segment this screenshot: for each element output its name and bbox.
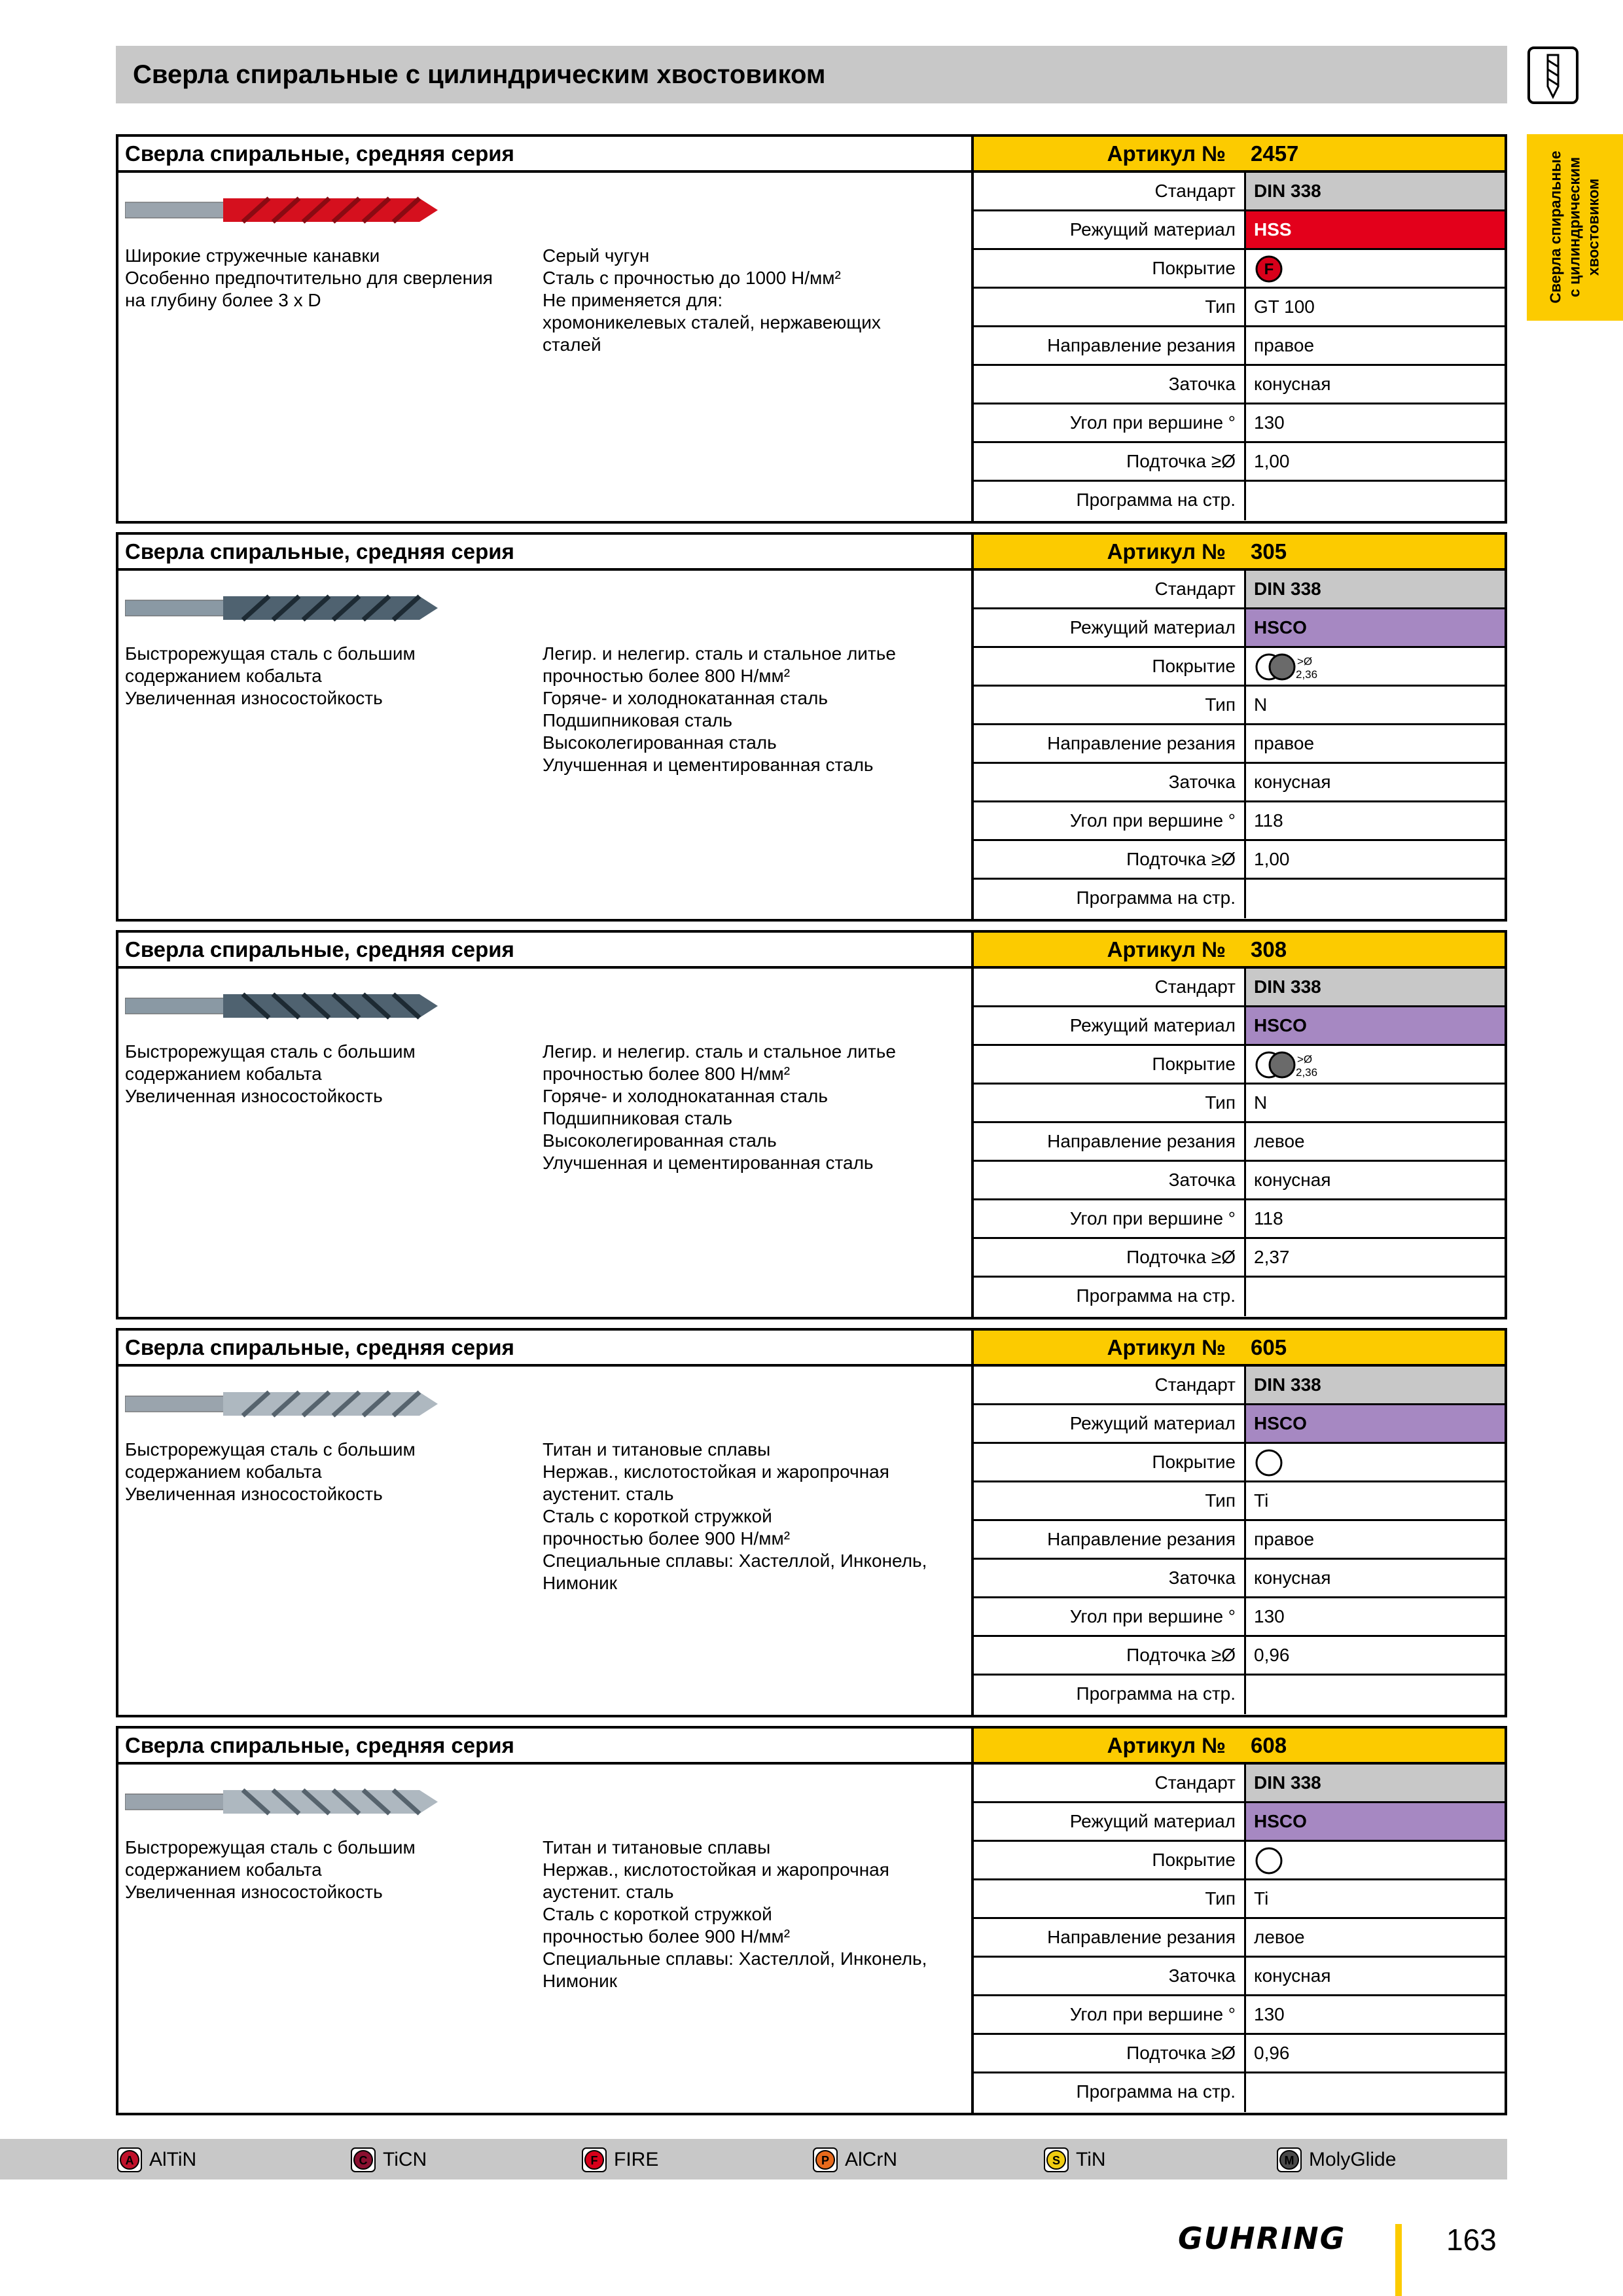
block-title-cell: [118, 1331, 971, 1367]
steel-drill-left-image: [125, 989, 439, 1023]
spec-label: Покрытие: [1152, 1850, 1236, 1870]
spec-value: 2,37: [1254, 1247, 1290, 1267]
coating-letter: F: [1264, 260, 1274, 278]
bright-drill-image: [125, 1387, 439, 1421]
spec-value: N: [1254, 694, 1268, 715]
block-title: Сверла спиральные, средняя серия: [125, 141, 514, 166]
spec-row: [974, 482, 1505, 520]
article-label: Артикул №: [1107, 141, 1226, 166]
description-left: Широкие стружечные канавки Особенно предпочтительно для сверления на глубину более 3 x D: [125, 245, 493, 310]
molyglide-coating-icon: [1276, 2147, 1302, 2173]
spec-label: Программа на стр.: [1076, 888, 1236, 908]
spec-label: Стандарт: [1154, 579, 1236, 599]
coating-note-top: >Ø: [1297, 655, 1313, 668]
spec-label: Заточка: [1168, 374, 1236, 394]
coating-note-bottom: 2,36: [1296, 1066, 1318, 1079]
spec-value: 0,96: [1254, 1645, 1290, 1665]
spec-label: Угол при вершине °: [1069, 412, 1236, 433]
spec-row: [974, 1162, 1505, 1200]
spec-label: Направление резания: [1047, 1131, 1236, 1151]
article-number[interactable]: 605: [1251, 1335, 1287, 1359]
article-label: Артикул №: [1107, 539, 1226, 564]
block-title: Сверла спиральные, средняя серия: [125, 937, 514, 961]
spec-row: [974, 404, 1505, 443]
block-title-cell: [118, 1729, 971, 1765]
product-block: [116, 930, 1507, 1319]
spec-value: конусная: [1254, 772, 1331, 792]
spec-label: Программа на стр.: [1076, 1683, 1236, 1704]
spec-row: [974, 687, 1505, 725]
spec-label: Тип: [1205, 1888, 1236, 1909]
spec-value: конусная: [1254, 1568, 1331, 1588]
spec-row: [974, 1842, 1505, 1880]
product-block: [116, 1726, 1507, 2115]
spec-row: [974, 173, 1505, 211]
spec-row: [974, 648, 1505, 687]
spec-value: конусная: [1254, 374, 1331, 394]
bright-steam-coating-icon: [1254, 1050, 1326, 1080]
spec-label: Программа на стр.: [1076, 2081, 1236, 2102]
spec-value: 1,00: [1254, 849, 1290, 869]
spec-label: Программа на стр.: [1076, 1285, 1236, 1306]
spec-value: левое: [1254, 1927, 1305, 1947]
spec-value: 118: [1254, 1208, 1283, 1229]
spec-label: Заточка: [1168, 1170, 1236, 1190]
description-right: Титан и титановые сплавы Нержав., кислотостойкая и жаропрочная аустенит. сталь Сталь с короткой стружкой прочностью более 900 Н/мм² Специальные сплавы: Хастеллой, Инконель, Нимоник: [543, 1439, 927, 1593]
spec-value: 130: [1254, 2004, 1285, 2024]
spec-value: GT 100: [1254, 296, 1315, 317]
legend-letter: A: [125, 2154, 134, 2167]
page-number: 163: [1446, 2223, 1497, 2257]
legend-item: [1043, 2147, 1253, 2173]
spec-value: [1246, 250, 1505, 287]
tin-coating-icon: [1043, 2147, 1069, 2173]
brand-accent-bar: [1395, 2224, 1402, 2296]
spec-label: Подточка ≥Ø: [1126, 849, 1236, 869]
brand-logo: GUHRING: [1178, 2221, 1346, 2256]
spec-value: 0,96: [1254, 2043, 1290, 2063]
coating-note-top: >Ø: [1297, 1053, 1313, 1066]
spec-value: [1246, 1444, 1505, 1480]
spec-label: Угол при вершине °: [1069, 1606, 1236, 1626]
spec-row: [974, 1367, 1505, 1405]
spec-label: Программа на стр.: [1076, 490, 1236, 510]
ticn-coating-icon: [350, 2147, 376, 2173]
spec-label: Режущий материал: [1069, 1811, 1236, 1831]
spec-label: Режущий материал: [1069, 617, 1236, 637]
coating-note-bottom: 2,36: [1296, 668, 1318, 681]
page-header: [116, 46, 1507, 103]
spec-value: HSS: [1246, 211, 1505, 248]
legend-item: [350, 2147, 560, 2173]
spec-row: [974, 1598, 1505, 1637]
spec-value: правое: [1254, 335, 1315, 355]
legend-item: [581, 2147, 791, 2173]
spec-label: Подточка ≥Ø: [1126, 2043, 1236, 2063]
legend-item: [812, 2147, 1022, 2173]
spec-label: Направление резания: [1047, 1529, 1236, 1549]
spec-label: Покрытие: [1152, 1452, 1236, 1472]
spec-label: Стандарт: [1154, 181, 1236, 201]
description-right: Титан и титановые сплавы Нержав., кислотостойкая и жаропрочная аустенит. сталь Сталь с короткой стружкой прочностью более 900 Н/мм² Специальные сплавы: Хастеллой, Инконель, Нимоник: [543, 1837, 927, 1991]
side-tab-label: Сверла спиральные с цилиндрическим хвостовиком: [1546, 151, 1602, 304]
spec-value[interactable]: [1246, 1278, 1505, 1314]
spec-label: Направление резания: [1047, 335, 1236, 355]
article-label: Артикул №: [1107, 1335, 1226, 1359]
spec-row: [974, 1007, 1505, 1046]
drill-bit-icon: [1527, 46, 1579, 105]
spec-row: [974, 1676, 1505, 1714]
spec-value: HSCO: [1246, 609, 1505, 646]
spec-label: Подточка ≥Ø: [1126, 1247, 1236, 1267]
spec-label: Заточка: [1168, 1568, 1236, 1588]
spec-value: Ti: [1254, 1888, 1269, 1909]
description-left: Быстрорежущая сталь с большим содержанием кобальта Увеличенная износостойкость: [125, 1837, 416, 1902]
description-right: Легир. и нелегир. сталь и стальное литье прочностью более 800 Н/мм² Горяче- и холоднокатанная сталь Подшипниковая сталь Высоколегированная сталь Улучшенная и цементированная сталь: [543, 1041, 896, 1173]
page-title: Сверла спиральные с цилиндрическим хвостовиком: [133, 60, 826, 89]
spec-value: Ti: [1254, 1490, 1269, 1511]
spec-row: [974, 1123, 1505, 1162]
spec-row: [974, 1046, 1505, 1085]
spec-row: [974, 609, 1505, 648]
legend-item: [116, 2147, 326, 2173]
spec-label: Покрытие: [1152, 1054, 1236, 1074]
legend-letter: C: [359, 2154, 368, 2167]
legend-label: AlCrN: [845, 2149, 897, 2170]
description-left: Быстрорежущая сталь с большим содержанием кобальта Увеличенная износостойкость: [125, 643, 416, 708]
spec-value: DIN 338: [1246, 1765, 1505, 1801]
spec-label: Угол при вершине °: [1069, 2004, 1236, 2024]
bright-drill-left-image: [125, 1785, 439, 1819]
spec-row: [974, 571, 1505, 609]
legend-label: MolyGlide: [1309, 2149, 1397, 2170]
legend-letter: F: [590, 2154, 598, 2167]
spec-value: 130: [1254, 1606, 1285, 1626]
spec-row: [974, 1085, 1505, 1123]
altin-coating-icon: [116, 2147, 143, 2173]
spec-row: [974, 1765, 1505, 1803]
spec-label: Направление резания: [1047, 1927, 1236, 1947]
spec-value: DIN 338: [1246, 969, 1505, 1005]
legend-label: FIRE: [614, 2149, 659, 2170]
spec-value: 118: [1254, 810, 1283, 831]
side-tab[interactable]: [1527, 134, 1623, 321]
spec-label: Подточка ≥Ø: [1126, 1645, 1236, 1665]
legend-label: AlTiN: [149, 2149, 197, 2170]
spec-value: правое: [1254, 733, 1315, 753]
steel-drill-image: [125, 591, 439, 625]
spec-row: [974, 1200, 1505, 1239]
spec-label: Стандарт: [1154, 1374, 1236, 1395]
legend-letter: P: [821, 2154, 830, 2167]
bright-steam-coating-icon: [1254, 652, 1326, 682]
spec-row: [974, 1958, 1505, 1996]
spec-row: [974, 1405, 1505, 1444]
spec-row: [974, 2073, 1505, 2112]
spec-label: Подточка ≥Ø: [1126, 451, 1236, 471]
spec-value: 1,00: [1254, 451, 1290, 471]
spec-row: [974, 250, 1505, 289]
spec-label: Тип: [1205, 1490, 1236, 1511]
legend-letter: M: [1284, 2154, 1294, 2167]
spec-label: Тип: [1205, 296, 1236, 317]
spec-row: [974, 725, 1505, 764]
legend-item: [1276, 2147, 1486, 2173]
spec-row: [974, 1482, 1505, 1521]
block-title: Сверла спиральные, средняя серия: [125, 1733, 514, 1757]
spec-row: [974, 366, 1505, 404]
spec-label: Тип: [1205, 1092, 1236, 1113]
spec-row: [974, 1996, 1505, 2035]
spec-value: DIN 338: [1246, 571, 1505, 607]
block-title: Сверла спиральные, средняя серия: [125, 539, 514, 564]
spec-row: [974, 289, 1505, 327]
spec-label: Стандарт: [1154, 1772, 1236, 1793]
bright-coating-icon: [1254, 1846, 1284, 1876]
spec-value: конусная: [1254, 1965, 1331, 1986]
legend-label: TiCN: [383, 2149, 427, 2170]
legend-letter: S: [1052, 2154, 1061, 2167]
spec-value: HSCO: [1246, 1405, 1505, 1442]
product-block: [116, 1328, 1507, 1717]
spec-row: [974, 1278, 1505, 1316]
article-header: [974, 1331, 1505, 1367]
spec-value: DIN 338: [1246, 1367, 1505, 1403]
spec-label: Режущий материал: [1069, 1015, 1236, 1035]
spec-row: [974, 1560, 1505, 1598]
spec-row: [974, 880, 1505, 918]
spec-row: [974, 443, 1505, 482]
spec-row: [974, 764, 1505, 802]
spec-row: [974, 802, 1505, 841]
spec-label: Тип: [1205, 694, 1236, 715]
spec-label: Направление резания: [1047, 733, 1236, 753]
block-title-cell: [118, 535, 971, 571]
block-title-cell: [118, 933, 971, 969]
spec-row: [974, 1239, 1505, 1278]
spec-row: [974, 1919, 1505, 1958]
article-header: [974, 137, 1505, 173]
block-title-cell: [118, 137, 971, 173]
spec-row: [974, 2035, 1505, 2073]
spec-row: [974, 1803, 1505, 1842]
spec-row: [974, 1637, 1505, 1676]
spec-row: [974, 211, 1505, 250]
spec-row: [974, 1444, 1505, 1482]
spec-label: Стандарт: [1154, 977, 1236, 997]
article-label: Артикул №: [1107, 937, 1226, 961]
spec-value[interactable]: [1246, 880, 1505, 916]
spec-value[interactable]: [1246, 2073, 1505, 2110]
spec-value: HSCO: [1246, 1007, 1505, 1044]
spec-value: N: [1254, 1092, 1268, 1113]
spec-row: [974, 327, 1505, 366]
spec-row: [974, 969, 1505, 1007]
spec-label: Угол при вершине °: [1069, 810, 1236, 831]
spec-value: [1246, 1842, 1505, 1878]
spec-value: конусная: [1254, 1170, 1331, 1190]
spec-label: Угол при вершине °: [1069, 1208, 1236, 1229]
spec-value[interactable]: [1246, 482, 1505, 518]
fire-coating-icon: [1254, 254, 1284, 284]
spec-row: [974, 841, 1505, 880]
article-label: Артикул №: [1107, 1733, 1226, 1757]
spec-label: Покрытие: [1152, 258, 1236, 278]
bright-coating-icon: [1254, 1448, 1284, 1478]
product-block: [116, 532, 1507, 922]
spec-value[interactable]: [1246, 1676, 1505, 1712]
spec-value: [1246, 1046, 1505, 1083]
article-header: [974, 1729, 1505, 1765]
legend-label: TiN: [1076, 2149, 1106, 2170]
article-number[interactable]: 608: [1251, 1733, 1287, 1757]
red-drill-image: [125, 193, 439, 227]
spec-label: Режущий материал: [1069, 1413, 1236, 1433]
description-left: Быстрорежущая сталь с большим содержанием кобальта Увеличенная износостойкость: [125, 1041, 416, 1106]
article-number[interactable]: 305: [1251, 539, 1287, 564]
fire-coating-icon: [581, 2147, 607, 2173]
spec-value: [1246, 648, 1505, 685]
description-left: Быстрорежущая сталь с большим содержанием кобальта Увеличенная износостойкость: [125, 1439, 416, 1504]
product-block: [116, 134, 1507, 524]
spec-label: Заточка: [1168, 1965, 1236, 1986]
spec-value: HSCO: [1246, 1803, 1505, 1840]
coating-legend: [0, 2139, 1507, 2179]
spec-label: Заточка: [1168, 772, 1236, 792]
spec-value: правое: [1254, 1529, 1315, 1549]
article-number[interactable]: 2457: [1251, 141, 1299, 166]
spec-row: [974, 1521, 1505, 1560]
spec-value: левое: [1254, 1131, 1305, 1151]
description-right: Серый чугун Сталь с прочностью до 1000 Н/мм² Не применяется для: хромоникелевых сталей, нержавеющих сталей: [543, 245, 881, 355]
block-title: Сверла спиральные, средняя серия: [125, 1335, 514, 1359]
article-number[interactable]: 308: [1251, 937, 1287, 961]
description-right: Легир. и нелегир. сталь и стальное литье прочностью более 800 Н/мм² Горяче- и холоднокатанная сталь Подшипниковая сталь Высоколегированная сталь Улучшенная и цементированная сталь: [543, 643, 896, 775]
spec-value: 130: [1254, 412, 1285, 433]
alcrn-coating-icon: [812, 2147, 838, 2173]
spec-label: Покрытие: [1152, 656, 1236, 676]
spec-row: [974, 1880, 1505, 1919]
article-header: [974, 933, 1505, 969]
article-header: [974, 535, 1505, 571]
spec-value: DIN 338: [1246, 173, 1505, 209]
spec-label: Режущий материал: [1069, 219, 1236, 240]
